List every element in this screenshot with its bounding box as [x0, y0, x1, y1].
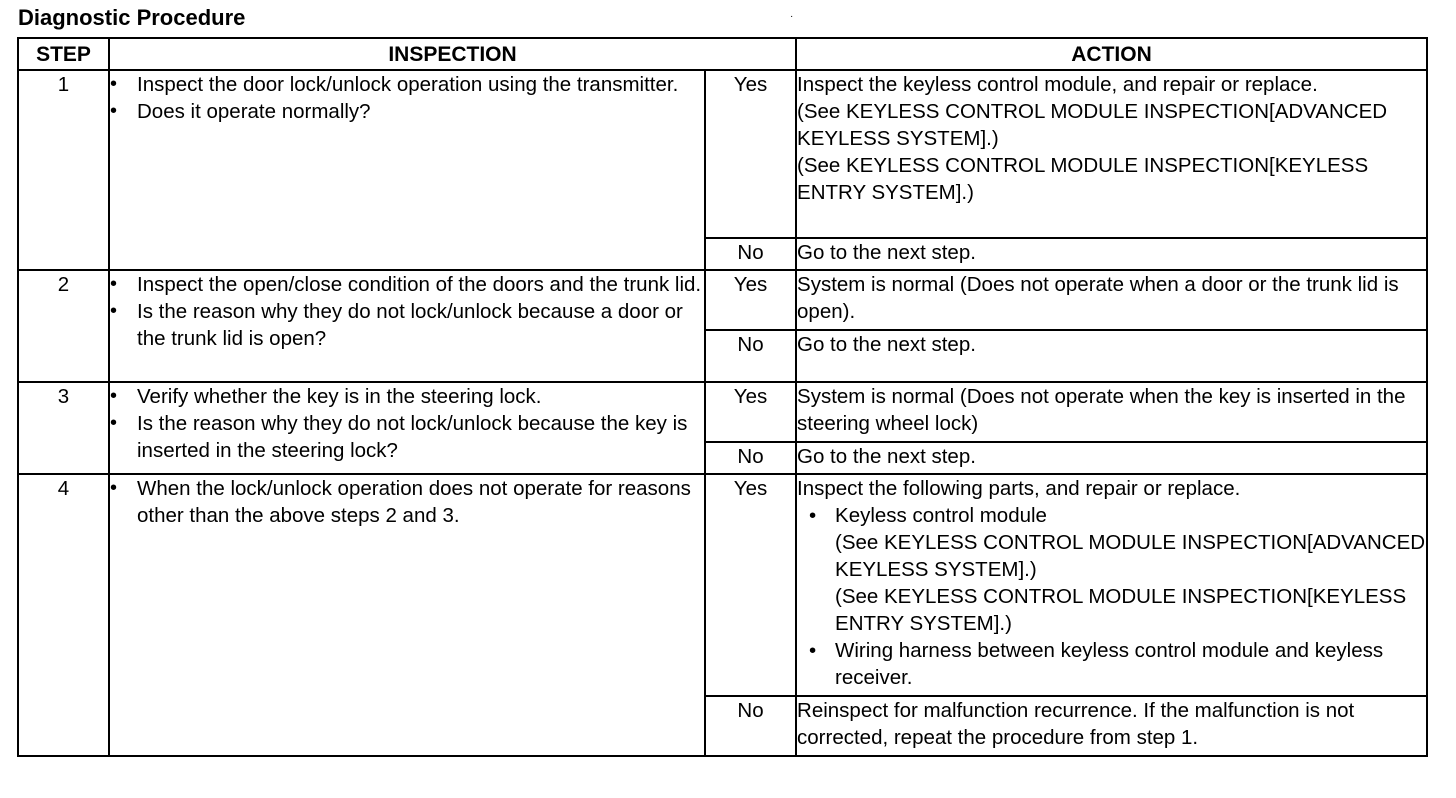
action-cell	[796, 70, 1427, 238]
action-bullet	[807, 637, 1426, 691]
action-cell	[796, 474, 1427, 696]
inspection-bullet: • Does it operate normally?	[110, 98, 704, 125]
inspection-cell	[109, 270, 705, 382]
header-action: ACTION	[796, 38, 1427, 70]
inspection-bullet: • Is the reason why they do not lock/unlock because the key is inserted in the steering lock?	[110, 410, 704, 464]
table-row	[18, 382, 1427, 442]
action-text: Inspect the keyless control module, and repair or replace.	[797, 73, 1318, 96]
action-cell: Go to the next step.	[796, 442, 1427, 474]
inspection-bullet: • Inspect the door lock/unlock operation using the transmitter.	[110, 71, 704, 98]
action-bullet-text: • Wiring harness between keyless control module and keyless receiver.	[835, 639, 1384, 689]
yes-label: Yes	[705, 70, 796, 238]
inspection-bullet: • Inspect the open/close condition of the doors and the trunk lid.	[110, 271, 704, 298]
inspection-cell	[109, 382, 705, 474]
inspection-bullet: • Is the reason why they do not lock/unlock because a door or the trunk lid is open?	[110, 298, 704, 352]
stray-dot: ·	[790, 11, 794, 22]
page-title: Diagnostic Procedure	[18, 5, 246, 30]
action-bullet-text: • Keyless control module	[835, 504, 1047, 527]
table-row	[18, 270, 1427, 330]
action-ref: (See KEYLESS CONTROL MODULE INSPECTION[KEYLESS ENTRY SYSTEM].)	[797, 154, 1369, 204]
yes-label: Yes	[705, 382, 796, 442]
step-number: 3	[18, 382, 109, 474]
diagnostic-table	[17, 37, 1428, 757]
yes-label: Yes	[705, 474, 796, 696]
table-row	[18, 70, 1427, 238]
action-ref: (See KEYLESS CONTROL MODULE INSPECTION[ADVANCED KEYLESS SYSTEM].)	[835, 531, 1426, 581]
action-cell: Reinspect for malfunction recurrence. If the malfunction is not corrected, repeat the procedure from step 1.	[796, 696, 1427, 756]
inspection-cell	[109, 70, 705, 270]
action-cell: Go to the next step.	[796, 330, 1427, 382]
action-cell: Go to the next step.	[796, 238, 1427, 270]
inspection-bullet: • When the lock/unlock operation does not operate for reasons other than the above steps 2 and 3.	[110, 475, 704, 529]
table-header-row	[18, 38, 1427, 70]
action-ref: (See KEYLESS CONTROL MODULE INSPECTION[KEYLESS ENTRY SYSTEM].)	[835, 585, 1407, 635]
step-number: 4	[18, 474, 109, 756]
action-text: Inspect the following parts, and repair or replace.	[797, 477, 1241, 500]
action-bullet	[807, 502, 1426, 637]
action-ref: (See KEYLESS CONTROL MODULE INSPECTION[ADVANCED KEYLESS SYSTEM].)	[797, 100, 1388, 150]
table-row	[18, 474, 1427, 696]
no-label: No	[705, 238, 796, 270]
step-number: 1	[18, 70, 109, 270]
step-number: 2	[18, 270, 109, 382]
no-label: No	[705, 330, 796, 382]
action-cell: System is normal (Does not operate when a door or the trunk lid is open).	[796, 270, 1427, 330]
action-cell: System is normal (Does not operate when the key is inserted in the steering wheel lock)	[796, 382, 1427, 442]
no-label: No	[705, 442, 796, 474]
yes-label: Yes	[705, 270, 796, 330]
inspection-bullet: • Verify whether the key is in the steering lock.	[110, 383, 704, 410]
header-inspection: INSPECTION	[109, 38, 796, 70]
inspection-cell	[109, 474, 705, 756]
header-step: STEP	[18, 38, 109, 70]
no-label: No	[705, 696, 796, 756]
